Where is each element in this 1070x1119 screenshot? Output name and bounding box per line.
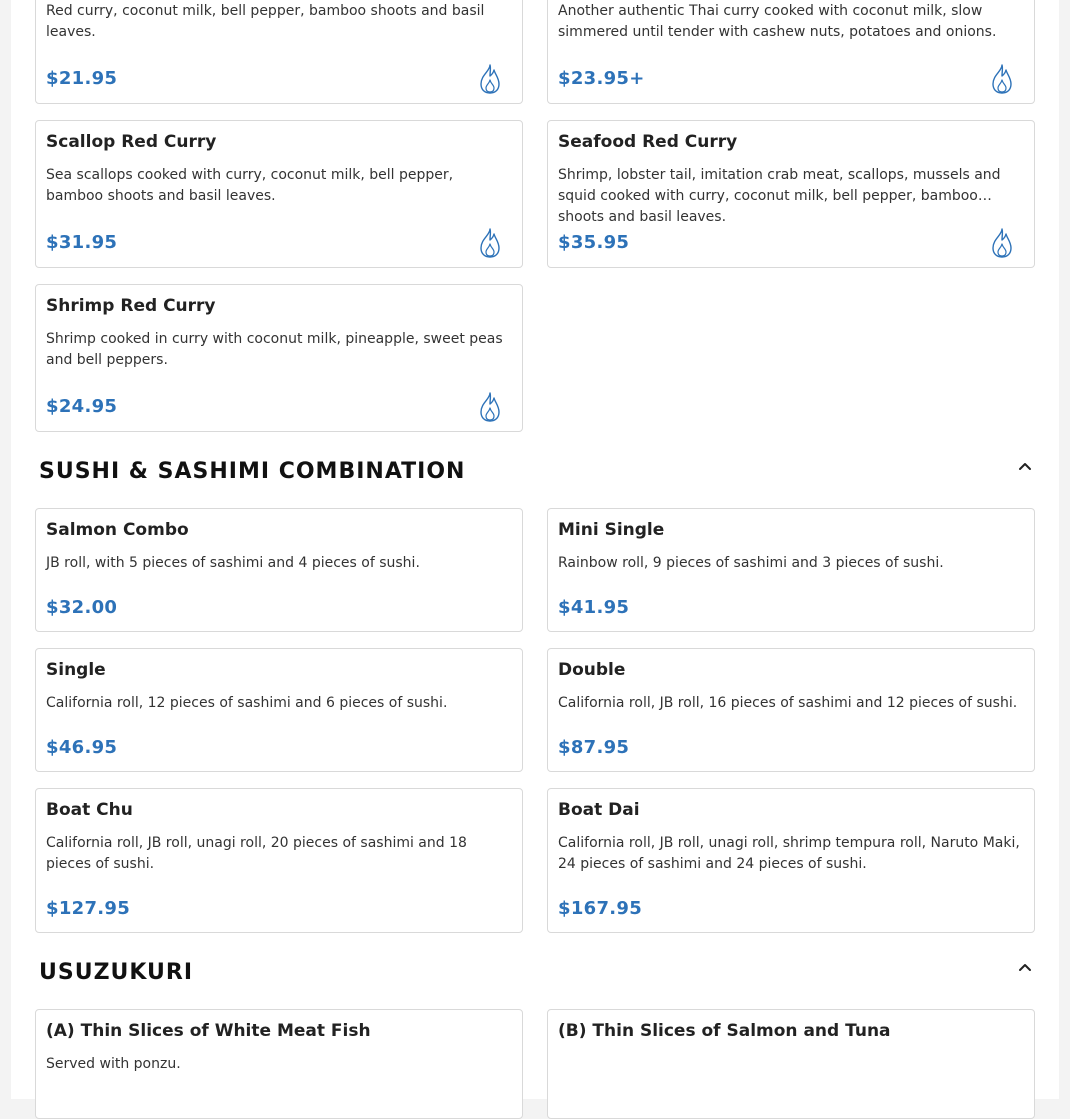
item-price: $41.95 — [558, 597, 630, 618]
menu-item-card[interactable] — [547, 648, 1035, 772]
item-name: Scallop Red Curry — [46, 132, 217, 152]
menu-item-card[interactable] — [35, 508, 523, 632]
item-price: $167.95 — [558, 898, 643, 919]
item-description: Served with ponzu. — [46, 1056, 181, 1072]
flame-icon — [477, 227, 503, 259]
item-price: $35.95 — [558, 232, 630, 253]
menu-item-card[interactable] — [547, 788, 1035, 933]
menu-item-card[interactable] — [35, 284, 523, 432]
chevron-up-icon[interactable] — [1015, 456, 1035, 476]
item-price: $32.00 — [46, 597, 118, 618]
item-price: $24.95 — [46, 396, 118, 417]
menu-item-card[interactable] — [547, 120, 1035, 268]
flame-icon — [989, 63, 1015, 95]
flame-icon — [477, 391, 503, 423]
flame-icon — [477, 63, 503, 95]
menu-item-card[interactable] — [547, 508, 1035, 632]
menu-item-card[interactable] — [35, 1009, 523, 1119]
item-description: California roll, JB roll, 16 pieces of sashimi and 12 pieces of sushi. — [558, 695, 1018, 711]
item-name: Seafood Red Curry — [558, 132, 738, 152]
item-name: (A) Thin Slices of White Meat Fish — [46, 1021, 371, 1041]
item-description: California roll, JB roll, unagi roll, shrimp tempura roll, Naruto Maki, 24 pieces of sashimi and 24 pieces of sushi. — [558, 835, 1020, 872]
item-description: Rainbow roll, 9 pieces of sashimi and 3 pieces of sushi. — [558, 555, 944, 571]
item-price: $21.95 — [46, 68, 118, 89]
item-description: Sea scallops cooked with curry, coconut milk, bell pepper, bamboo shoots and basil leaves. — [46, 167, 454, 204]
item-name: Single — [46, 660, 106, 680]
item-price: $46.95 — [46, 737, 118, 758]
item-price: $127.95 — [46, 898, 131, 919]
menu-item-card[interactable] — [547, 1009, 1035, 1119]
menu-page — [11, 0, 1059, 1099]
item-name: Boat Dai — [558, 800, 640, 820]
item-description: California roll, JB roll, unagi roll, 20 pieces of sashimi and 18 pieces of sushi. — [46, 835, 467, 872]
item-description: Red curry, coconut milk, bell pepper, bamboo shoots and basil leaves. — [46, 3, 485, 40]
item-description: JB roll, with 5 pieces of sashimi and 4 pieces of sushi. — [46, 555, 420, 571]
item-description: Another authentic Thai curry cooked with coconut milk, slow simmered until tender with cashew nuts, potatoes and onions. — [558, 3, 997, 40]
item-description: Shrimp cooked in curry with coconut milk, pineapple, sweet peas and bell peppers. — [46, 331, 503, 368]
menu-item-card[interactable] — [35, 0, 523, 104]
item-name: Mini Single — [558, 520, 665, 540]
menu-item-card[interactable] — [35, 788, 523, 933]
item-name: Boat Chu — [46, 800, 133, 820]
section-title: USUZUKURI — [39, 960, 194, 985]
item-name: Salmon Combo — [46, 520, 189, 540]
section-title: SUSHI & SASHIMI COMBINATION — [39, 459, 466, 484]
item-price: $23.95+ — [558, 68, 645, 89]
menu-item-card[interactable] — [35, 120, 523, 268]
item-name: Shrimp Red Curry — [46, 296, 216, 316]
item-price: $31.95 — [46, 232, 118, 253]
item-price: $87.95 — [558, 737, 630, 758]
item-description: California roll, 12 pieces of sashimi and 6 pieces of sushi. — [46, 695, 448, 711]
item-description: Shrimp, lobster tail, imitation crab meat, scallops, mussels and squid cooked with curry, coconut milk, bell pepper, bamboo shoots and basil leaves. — [558, 167, 1001, 225]
flame-icon — [989, 227, 1015, 259]
chevron-up-icon[interactable] — [1015, 957, 1035, 977]
item-name: Double — [558, 660, 626, 680]
item-name: (B) Thin Slices of Salmon and Tuna — [558, 1021, 891, 1041]
menu-item-card[interactable] — [35, 648, 523, 772]
menu-item-card[interactable] — [547, 0, 1035, 104]
